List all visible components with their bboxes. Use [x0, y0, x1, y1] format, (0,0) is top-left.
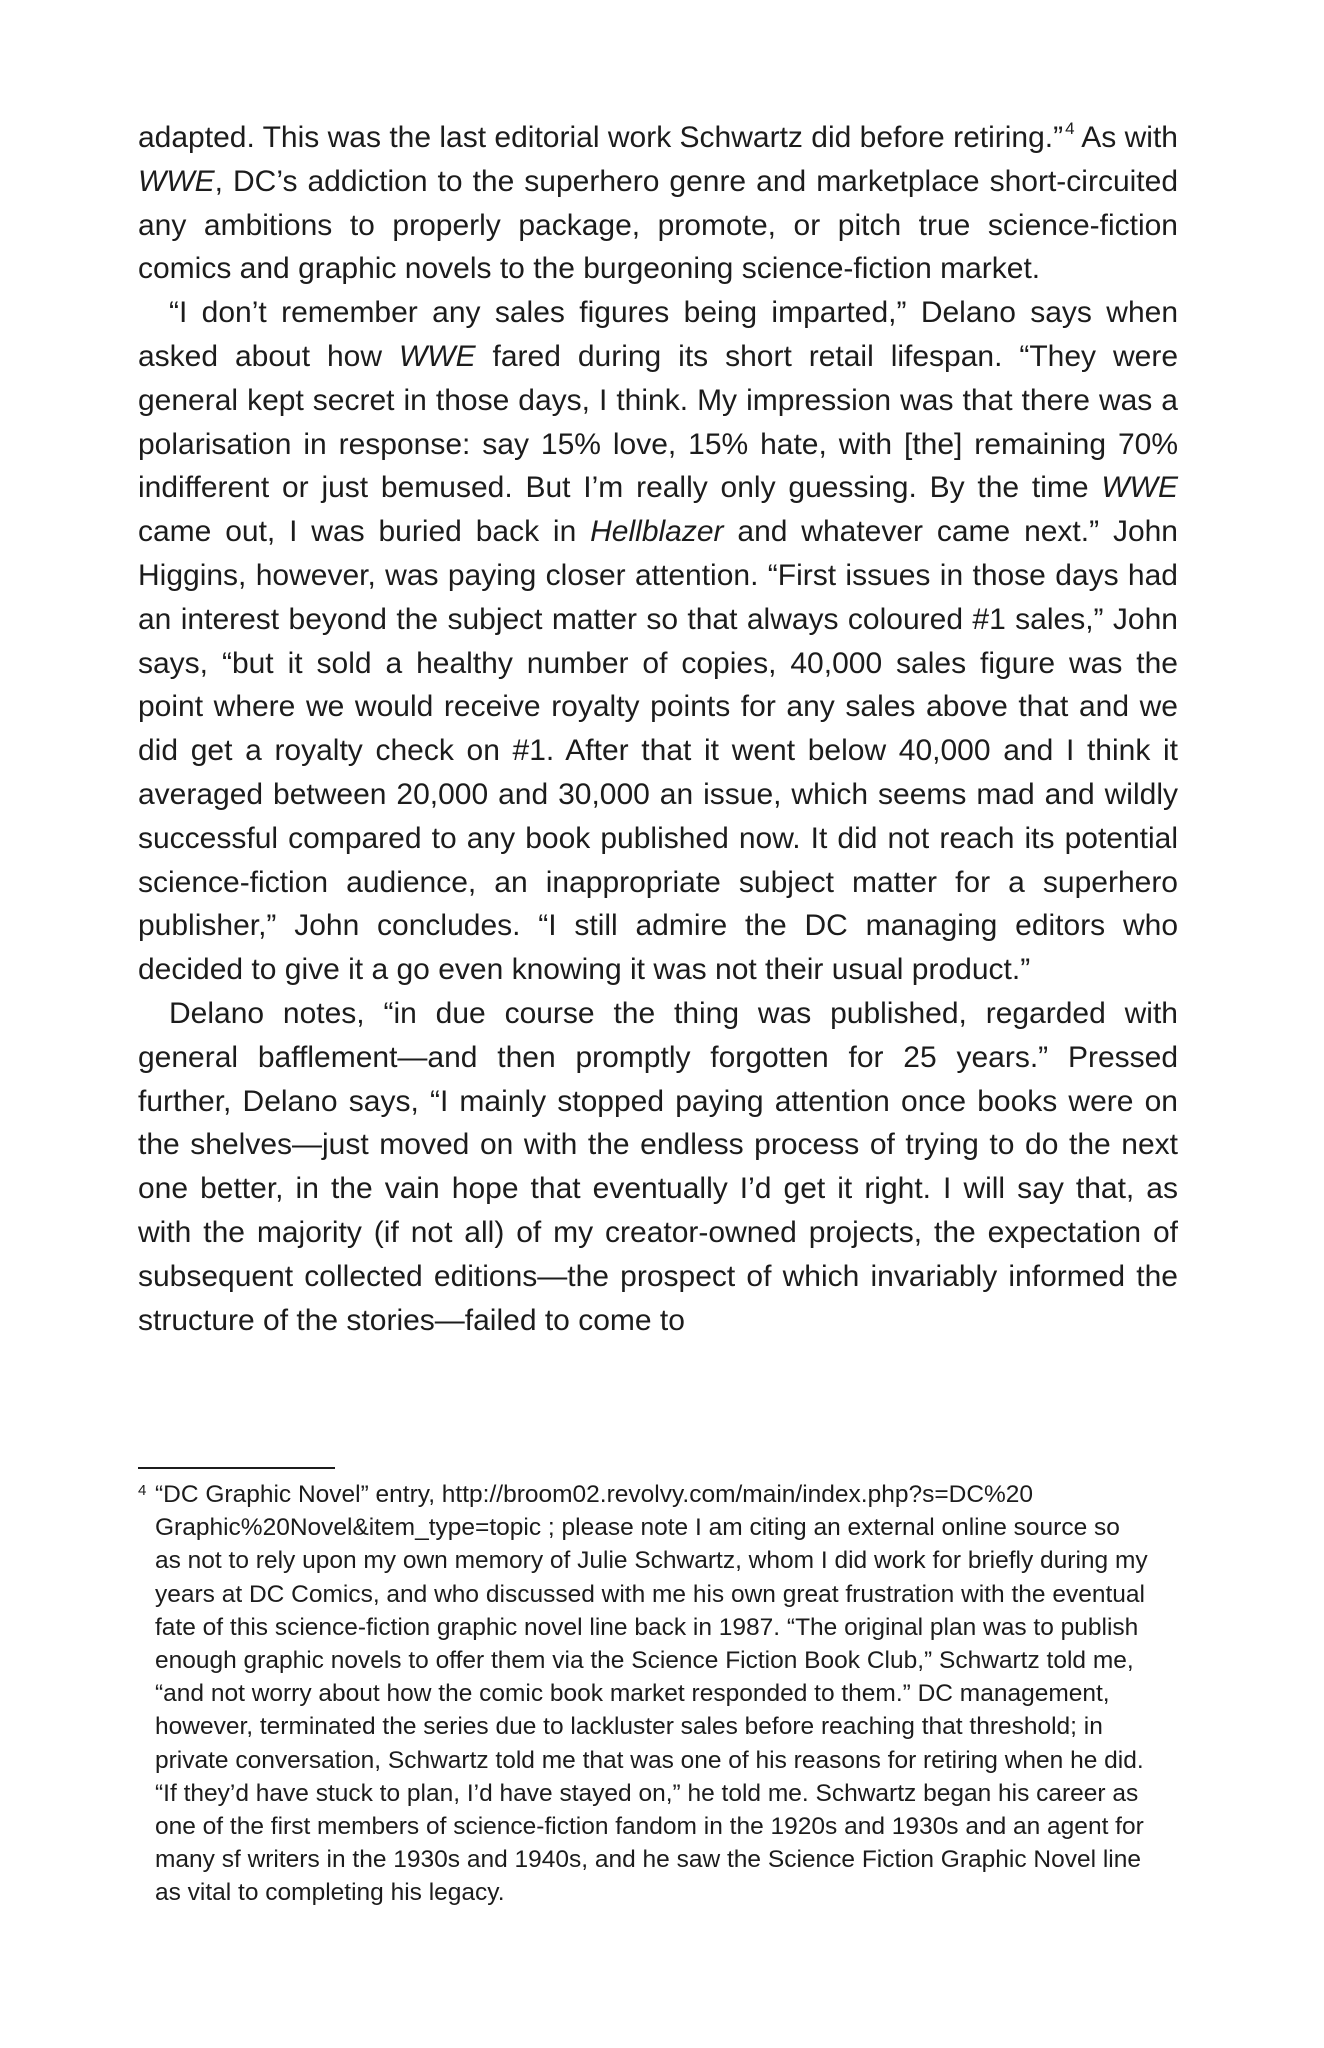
italic-title: WWE — [138, 164, 215, 198]
italic-title: WWE — [1101, 471, 1178, 505]
paragraph-2 — [138, 291, 1178, 992]
page-body — [138, 116, 1178, 1342]
footnote-text: “DC Graphic Novel” entry, http://broom02.revolvy.com/main/index.php?s=DC%20 Graphic%20Novel&item_type=topic ; please note I am citing an external online source so as not to rely upon my own memory of Julie Schwartz, whom I did work for briefly during my years at DC Comics, and who discussed with me his own great frustration with the eventual fate of this science-fiction graphic novel line back in 1987. “The original plan was to publish enough graphic novels to offer them via the Science Fiction Book Club,” Schwartz told me, “and not worry about how the comic book market responded to them.” DC management, however, terminated the series due to lackluster sales before reaching that threshold; in private conversation, Schwartz told me that was one of his reasons for retiring when he did. “If they’d have stuck to plan, I’d have stayed on,” he told me. Schwartz began his career as one of the first members of science-fiction fandom in the 1920s and 1930s and an agent for many sf writers in the 1930s and 1940s, and he saw the Science Fiction Graphic Novel line as vital to completing his legacy. — [155, 1481, 1148, 1907]
italic-title: WWE — [398, 339, 476, 373]
footnote-reference: 4 — [1065, 119, 1075, 138]
text-run: “I don’t remember any sales figures being imparted,” Delano says when asked about how — [138, 296, 1178, 373]
paragraph-3 — [138, 992, 1178, 1342]
text-run: came out, I was buried back in — [138, 515, 591, 549]
paragraph-1 — [138, 116, 1178, 291]
text-run: Delano notes, “in due course the thing was published, regarded with general bafflement—and then promptly forgotten for 25 years.” Pressed further, Delano says, “I mainly stopped paying attention once books were on the shelves—just moved on with the endless process of trying to do the next one better, in the vain hope that eventually I’d get it right. I will say that, as with the majority (if not all) of my creator-owned projects, the expectation of subsequent collected editions—the prospect of which invariably informed the structure of the stories—failed to come to — [138, 996, 1178, 1337]
footnote-4 — [138, 1478, 1150, 1910]
text-run: adapted. This was the last editorial work Schwartz did before retiring.” — [138, 121, 1064, 154]
text-run: As with — [1074, 121, 1178, 154]
italic-title: Hellblazer — [590, 515, 724, 549]
footnote-number: 4 — [138, 1482, 147, 1499]
main-text — [138, 116, 1178, 1342]
text-run: fared during its short retail lifespan. “They were general kept secret in those days, I think. My impression was that there was a polarisation in response: say 15% love, 15% hate, with [the] remaining 70% indifferent or just bemused. But I’m really only guessing. By the time — [138, 339, 1179, 505]
text-run: , DC’s addiction to the superhero genre and marketplace short-circuited any ambitions to properly package, promote, or pitch true science-fiction comics and graphic novels to the burgeoning science-fiction market. — [138, 164, 1178, 286]
footnote-divider — [138, 1467, 335, 1469]
text-run: and whatever came next.” John Higgins, however, was paying closer attention. “First issues in those days had an interest beyond the subject matter so that always coloured #1 sales,” John says, “but it sold a healthy number of copies, 40,000 sales figure was the point where we would receive royalty points for any sales above that and we did get a royalty check on #1. After that it went below 40,000 and I think it averaged between 20,000 and 30,000 an issue, which seems mad and wildly successful compared to any book published now. It did not reach its potential science-fiction audience, an inappropriate subject matter for a superhero publisher,” John concludes. “I still admire the DC managing editors who decided to give it a go even knowing it was not their usual product.” — [138, 515, 1178, 987]
